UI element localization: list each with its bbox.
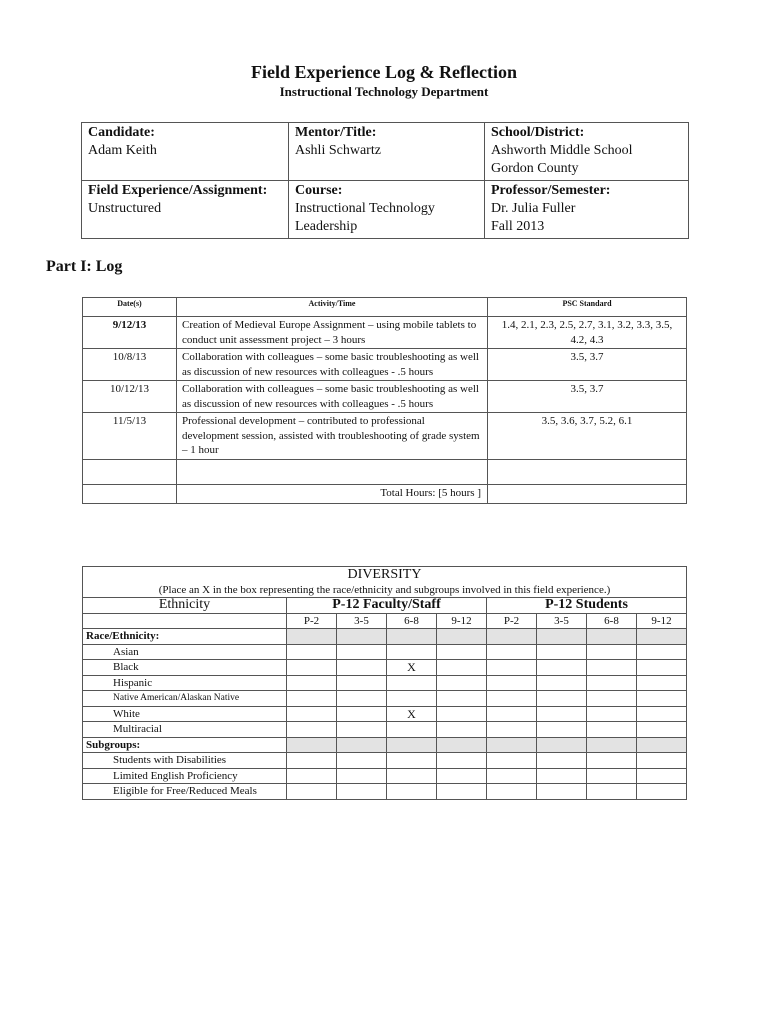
race-row <box>83 644 687 660</box>
candidate-info-table <box>81 122 689 239</box>
log-row <box>83 349 687 381</box>
mark-cell[interactable] <box>587 675 637 691</box>
mark-cell[interactable] <box>487 784 537 800</box>
mark-cell[interactable] <box>437 784 487 800</box>
race-ethnicity-label: Race/Ethnicity: <box>83 629 287 645</box>
log-psc: 3.5, 3.6, 3.7, 5.2, 6.1 <box>488 413 687 460</box>
mark-cell[interactable] <box>337 784 387 800</box>
grade-header: 6-8 <box>387 613 437 629</box>
total-psc-cell <box>488 484 687 503</box>
assignment-label: Field Experience/Assignment: <box>88 183 268 198</box>
psc-column-header: PSC Standard <box>488 298 687 317</box>
subgroup-label: Eligible for Free/Reduced Meals <box>83 784 287 800</box>
grade-header: P-2 <box>287 613 337 629</box>
mark-cell[interactable] <box>587 660 637 676</box>
race-label: Multiracial <box>83 722 287 738</box>
log-date: 10/12/13 <box>83 381 177 413</box>
mark-cell[interactable] <box>437 753 487 769</box>
shaded-cell <box>537 737 587 753</box>
shaded-cell <box>487 737 537 753</box>
race-label: Hispanic <box>83 675 287 691</box>
mark-cell[interactable] <box>337 644 387 660</box>
professor-label: Professor/Semester: <box>491 183 611 198</box>
mark-cell[interactable] <box>537 644 587 660</box>
course-line-1: Instructional Technology <box>295 201 435 216</box>
mark-cell[interactable] <box>487 753 537 769</box>
mark-cell[interactable] <box>487 722 537 738</box>
log-psc: 3.5, 3.7 <box>488 349 687 381</box>
shaded-cell <box>337 629 387 645</box>
mark-cell[interactable] <box>637 722 687 738</box>
mark-cell[interactable] <box>437 706 487 722</box>
mark-cell[interactable] <box>337 753 387 769</box>
assignment-value: Unstructured <box>88 201 162 216</box>
mark-cell[interactable] <box>637 691 687 707</box>
mark-cell[interactable] <box>387 644 437 660</box>
mark-cell[interactable] <box>537 706 587 722</box>
log-total-row <box>83 484 687 503</box>
school-name: Ashworth Middle School <box>491 143 633 158</box>
log-row <box>83 381 687 413</box>
mark-cell[interactable] <box>387 722 437 738</box>
school-label: School/District: <box>491 125 585 140</box>
total-hours: Total Hours: [5 hours ] <box>177 484 488 503</box>
mark-cell[interactable] <box>387 753 437 769</box>
shaded-cell <box>587 629 637 645</box>
mark-cell[interactable] <box>537 753 587 769</box>
mark-cell[interactable] <box>437 660 487 676</box>
log-activity: Collaboration with colleagues – some basic troubleshooting as well as discussion of new resources with colleagues - .5 hours <box>177 381 488 413</box>
mark-cell[interactable] <box>487 644 537 660</box>
mark-cell[interactable] <box>537 768 587 784</box>
shaded-cell <box>637 629 687 645</box>
mark-cell[interactable]: X <box>387 706 437 722</box>
mark-cell[interactable] <box>537 691 587 707</box>
mark-cell[interactable] <box>287 644 337 660</box>
grade-header: 6-8 <box>587 613 637 629</box>
grade-header: 9-12 <box>437 613 487 629</box>
log-row <box>83 413 687 460</box>
mark-cell[interactable] <box>487 706 537 722</box>
log-table <box>82 297 687 504</box>
mark-cell[interactable] <box>437 768 487 784</box>
mark-cell[interactable] <box>587 691 637 707</box>
shaded-cell <box>387 737 437 753</box>
mark-cell[interactable]: X <box>387 660 437 676</box>
mark-cell[interactable] <box>487 660 537 676</box>
mark-cell[interactable] <box>287 660 337 676</box>
mark-cell[interactable] <box>287 768 337 784</box>
mentor-label: Mentor/Title: <box>295 125 377 140</box>
log-activity: Creation of Medieval Europe Assignment – using mobile tablets to conduct unit assessment project – 3 hours <box>177 317 488 349</box>
total-blank-cell <box>83 484 177 503</box>
log-activity: Professional development – contributed to professional development session, assisted with troubleshooting of grade system – 1 hour <box>177 413 488 460</box>
mentor-name: Ashli Schwartz <box>295 143 381 158</box>
mark-cell[interactable] <box>537 660 587 676</box>
log-empty-row <box>83 459 687 484</box>
school-cell <box>485 123 689 181</box>
race-row <box>83 706 687 722</box>
mark-cell[interactable] <box>637 675 687 691</box>
course-line-2: Leadership <box>295 219 358 234</box>
race-label: Asian <box>83 644 287 660</box>
log-activity: Collaboration with colleagues – some basic troubleshooting as well as discussion of new resources with colleagues - .5 hours <box>177 349 488 381</box>
empty-activity-cell <box>177 459 488 484</box>
mark-cell[interactable] <box>337 768 387 784</box>
race-row <box>83 675 687 691</box>
subgroup-row <box>83 784 687 800</box>
grade-header: 9-12 <box>637 613 687 629</box>
log-row <box>83 317 687 349</box>
grade-header: 3-5 <box>337 613 387 629</box>
mark-cell[interactable] <box>387 691 437 707</box>
faculty-staff-header: P-12 Faculty/Staff <box>287 598 487 614</box>
diversity-note-row <box>83 583 687 598</box>
mark-cell[interactable] <box>637 768 687 784</box>
shaded-cell <box>537 629 587 645</box>
mark-cell[interactable] <box>387 768 437 784</box>
mark-cell[interactable] <box>587 768 637 784</box>
mark-cell[interactable] <box>587 784 637 800</box>
grade-header-row <box>83 613 687 629</box>
mentor-cell <box>289 123 485 181</box>
mark-cell[interactable] <box>287 722 337 738</box>
log-date: 9/12/13 <box>83 317 177 349</box>
candidate-name: Adam Keith <box>88 143 157 158</box>
department-subtitle: Instructional Technology Department <box>279 84 489 99</box>
diversity-group-header-row <box>83 598 687 614</box>
grade-header: P-2 <box>487 613 537 629</box>
shaded-cell <box>337 737 387 753</box>
mark-cell[interactable] <box>637 784 687 800</box>
mark-cell[interactable] <box>637 660 687 676</box>
log-psc: 3.5, 3.7 <box>488 381 687 413</box>
diversity-title-row <box>83 567 687 583</box>
mark-cell[interactable] <box>337 691 387 707</box>
shaded-cell <box>487 629 537 645</box>
mark-cell[interactable] <box>587 644 637 660</box>
mark-cell[interactable] <box>437 675 487 691</box>
race-row <box>83 660 687 676</box>
shaded-cell <box>287 629 337 645</box>
shaded-cell <box>387 629 437 645</box>
subgroups-section-row <box>83 737 687 753</box>
mark-cell[interactable] <box>587 753 637 769</box>
log-psc: 1.4, 2.1, 2.3, 2.5, 2.7, 3.1, 3.2, 3.3, 3.5, 4.2, 4.3 <box>488 317 687 349</box>
shaded-cell <box>287 737 337 753</box>
mark-cell[interactable] <box>487 675 537 691</box>
mark-cell[interactable] <box>337 675 387 691</box>
course-label: Course: <box>295 183 343 198</box>
log-date: 10/8/13 <box>83 349 177 381</box>
mark-cell[interactable] <box>337 722 387 738</box>
activity-column-header: Activity/Time <box>177 298 488 317</box>
mark-cell[interactable] <box>487 691 537 707</box>
mark-cell[interactable] <box>337 660 387 676</box>
subgroup-label: Students with Disabilities <box>83 753 287 769</box>
professor-cell <box>485 181 689 239</box>
semester-value: Fall 2013 <box>491 219 545 234</box>
mark-cell[interactable] <box>437 644 487 660</box>
diversity-instructions: (Place an X in the box representing the race/ethnicity and subgroups involved in this field experience.) <box>83 583 687 598</box>
mark-cell[interactable] <box>637 753 687 769</box>
race-row <box>83 722 687 738</box>
race-label: White <box>83 706 287 722</box>
race-section-row <box>83 629 687 645</box>
mark-cell[interactable] <box>587 722 637 738</box>
mark-cell[interactable] <box>287 675 337 691</box>
race-label: Native American/Alaskan Native <box>83 691 287 707</box>
shaded-cell <box>437 629 487 645</box>
mark-cell[interactable] <box>637 644 687 660</box>
candidate-cell <box>82 123 289 181</box>
students-header: P-12 Students <box>487 598 687 614</box>
mark-cell[interactable] <box>287 784 337 800</box>
mark-cell[interactable] <box>437 722 487 738</box>
mark-cell[interactable] <box>287 706 337 722</box>
mark-cell[interactable] <box>387 784 437 800</box>
empty-date-cell <box>83 459 177 484</box>
shaded-cell <box>437 737 487 753</box>
info-row-1 <box>82 123 689 181</box>
course-cell <box>289 181 485 239</box>
empty-psc-cell <box>488 459 687 484</box>
race-label: Black <box>83 660 287 676</box>
shaded-cell <box>637 737 687 753</box>
diversity-title: DIVERSITY <box>83 567 687 583</box>
log-date: 11/5/13 <box>83 413 177 460</box>
diversity-table <box>82 566 687 800</box>
mark-cell[interactable] <box>537 722 587 738</box>
race-row <box>83 691 687 707</box>
info-row-2 <box>82 181 689 239</box>
district-name: Gordon County <box>491 161 579 176</box>
date-column-header: Date(s) <box>83 298 177 317</box>
mark-cell[interactable] <box>437 691 487 707</box>
subgroup-label: Limited English Proficiency <box>83 768 287 784</box>
subgroup-row <box>83 753 687 769</box>
mark-cell[interactable] <box>387 675 437 691</box>
mark-cell[interactable] <box>337 706 387 722</box>
assignment-cell <box>82 181 289 239</box>
mark-cell[interactable] <box>537 784 587 800</box>
part-1-heading: Part I: Log <box>46 258 123 275</box>
ethnicity-header: Ethnicity <box>83 598 287 614</box>
mark-cell[interactable] <box>487 768 537 784</box>
shaded-cell <box>587 737 637 753</box>
grade-header: 3-5 <box>537 613 587 629</box>
candidate-label: Candidate: <box>88 125 155 140</box>
mark-cell[interactable] <box>587 706 637 722</box>
grade-header-blank <box>83 613 287 629</box>
mark-cell[interactable] <box>637 706 687 722</box>
professor-name: Dr. Julia Fuller <box>491 201 576 216</box>
log-header-row <box>83 298 687 317</box>
mark-cell[interactable] <box>537 675 587 691</box>
subgroup-row <box>83 768 687 784</box>
mark-cell[interactable] <box>287 691 337 707</box>
subgroups-label: Subgroups: <box>83 737 287 753</box>
page-title: Field Experience Log & Reflection <box>251 62 517 82</box>
mark-cell[interactable] <box>287 753 337 769</box>
